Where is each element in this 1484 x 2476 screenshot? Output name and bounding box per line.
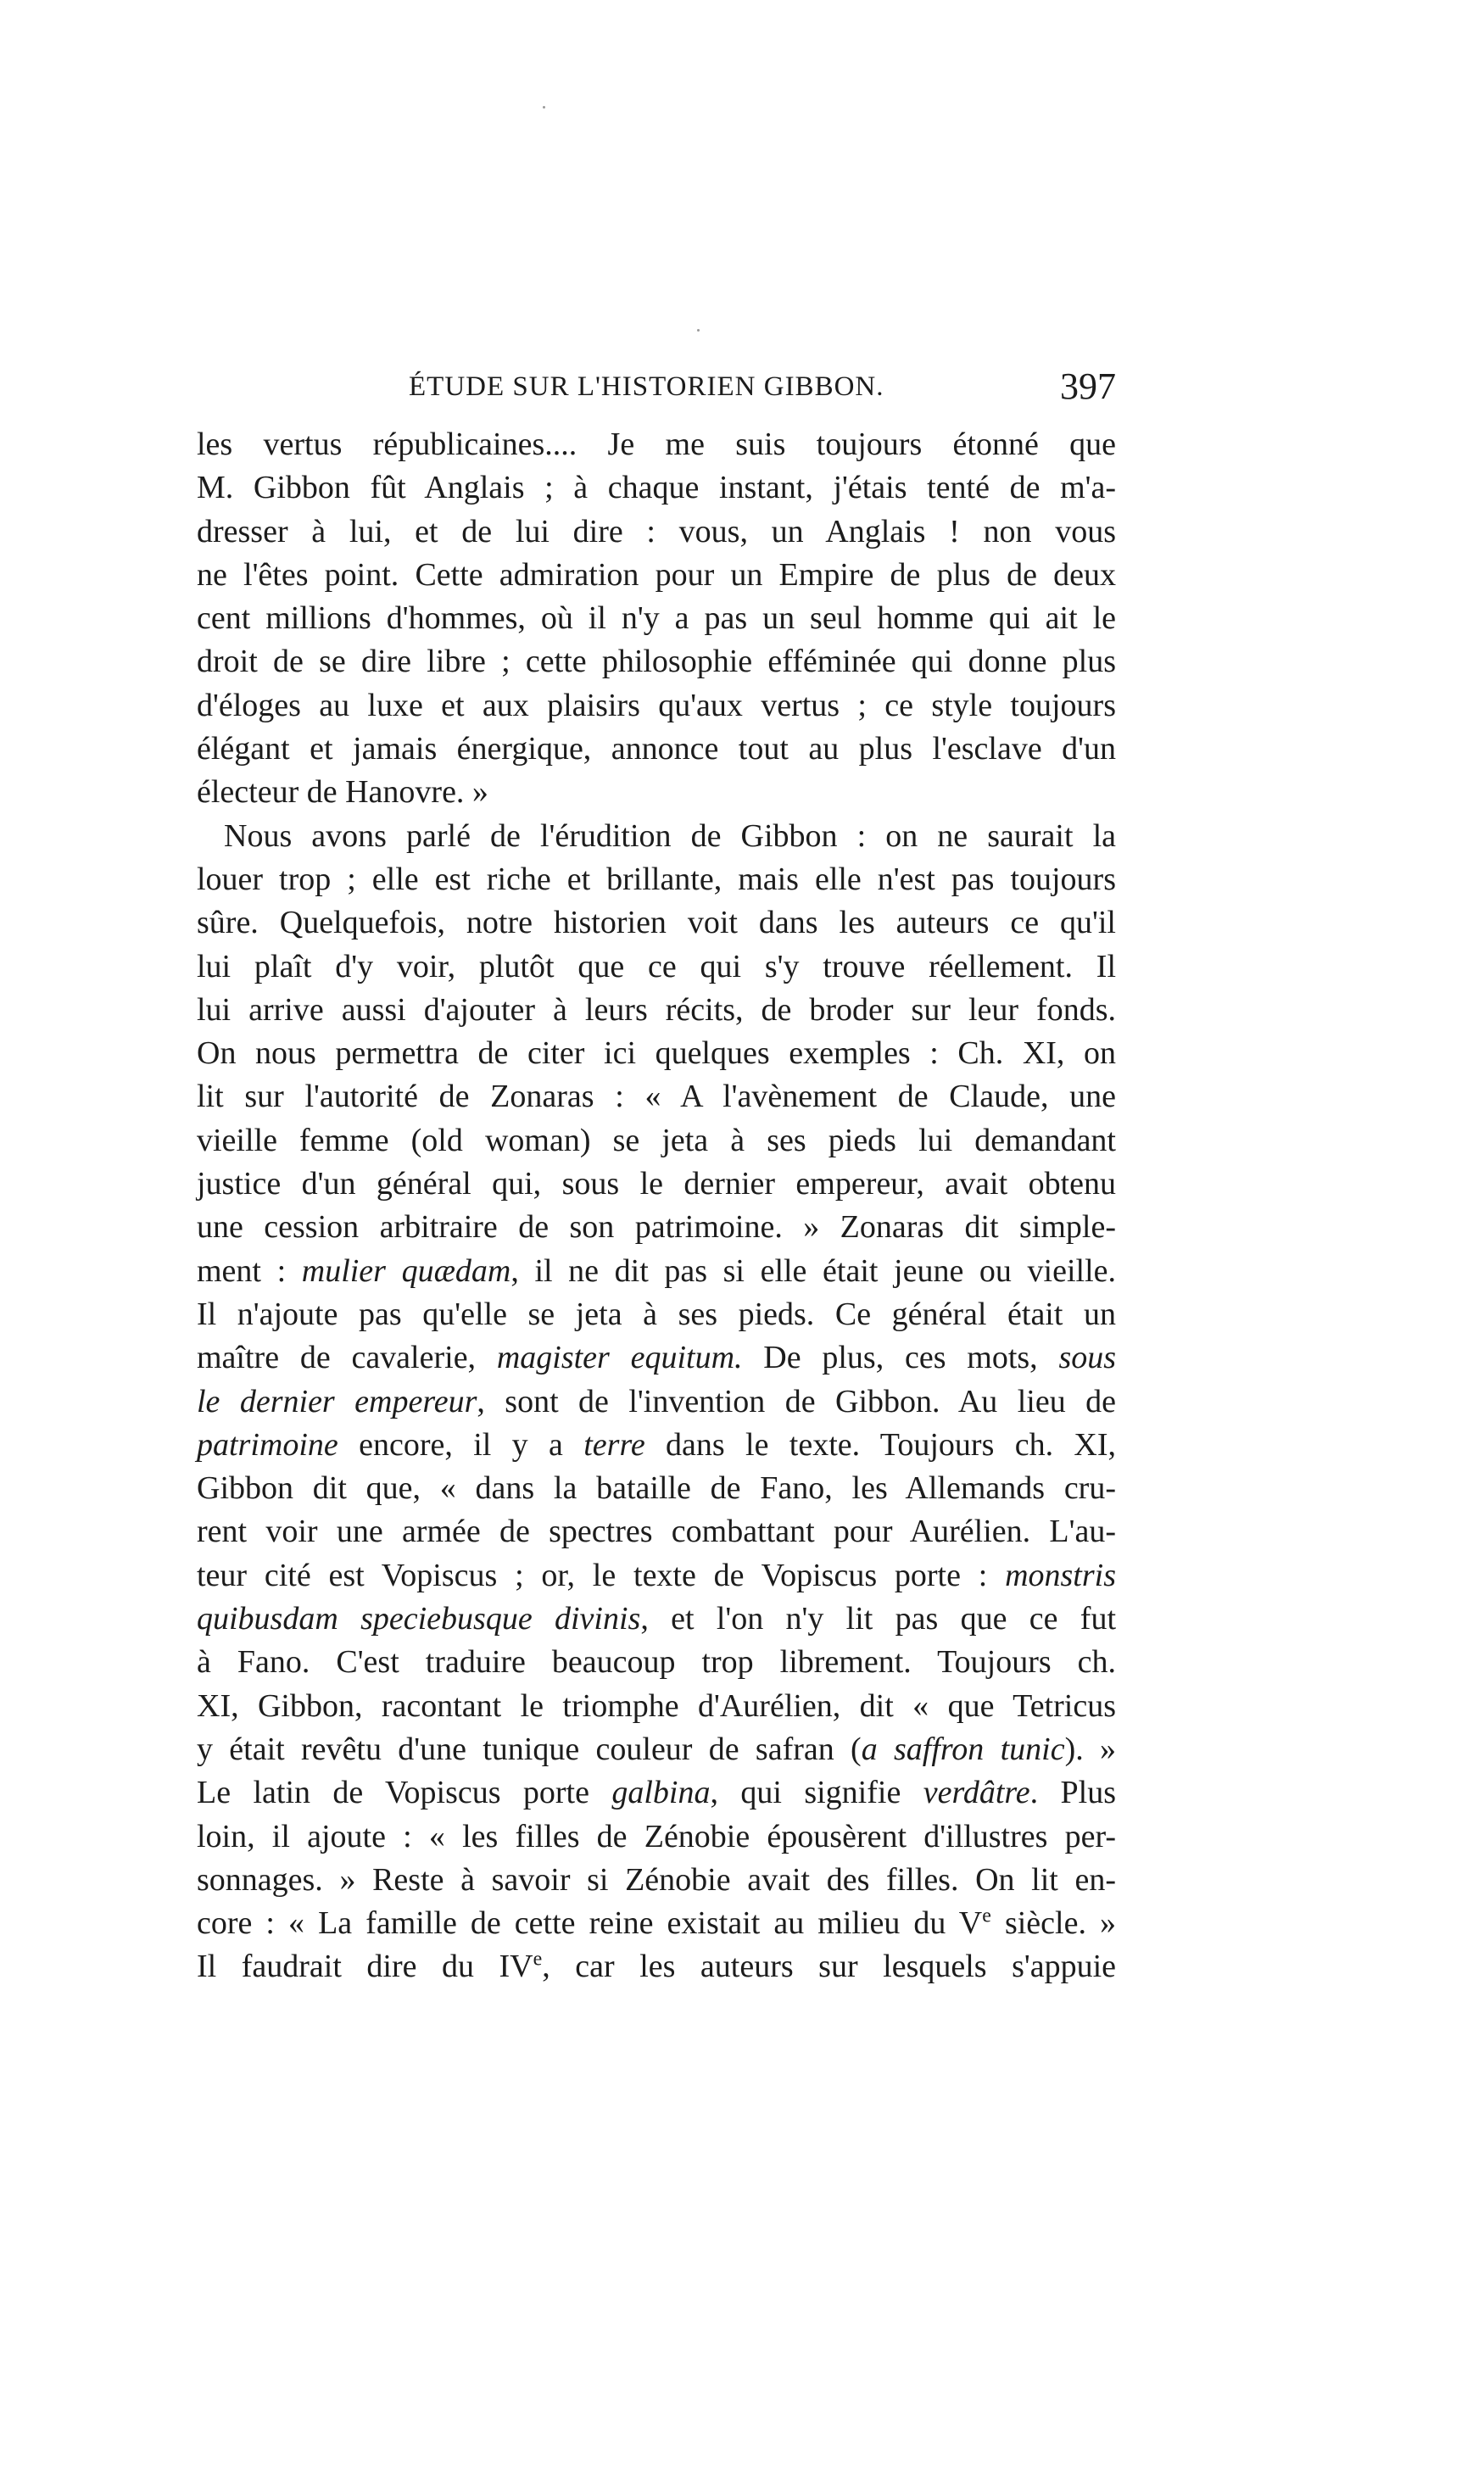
italic-text: magister equitum.	[496, 1340, 743, 1376]
text-segment: d'éloges au luxe et aux plaisirs qu'aux vertus ; ce style toujours	[197, 687, 1116, 723]
text-segment: électeur de Hanovre. »	[197, 774, 488, 811]
text-segment: y était revêtu d'une tunique couleur de safran (	[197, 1731, 862, 1767]
text-segment: Le latin de Vopiscus porte	[197, 1775, 612, 1811]
text-line	[197, 1598, 1116, 1641]
text-segment: . Plus	[1029, 1775, 1117, 1811]
text-segment: Nous avons parlé de l'érudition de Gibbon : on ne saurait la	[224, 817, 1116, 854]
text-segment: ne l'êtes point. Cette admiration pour un Empire de plus de deux	[197, 556, 1116, 593]
text-line	[197, 728, 1116, 771]
text-line	[197, 1075, 1116, 1118]
text-segment: lui plaît d'y voir, plutôt que ce qui s'y trouve réellement. Il	[197, 948, 1116, 984]
text-line	[197, 1163, 1116, 1206]
text-line	[197, 1685, 1116, 1728]
text-segment: à Fano. C'est traduire beaucoup trop librement. Toujours ch.	[197, 1644, 1116, 1681]
text-line	[197, 554, 1116, 597]
text-line	[197, 1859, 1116, 1902]
text-segment: XI, Gibbon, racontant le triomphe d'Aurélien, dit « que Tetricus	[197, 1687, 1116, 1724]
italic-text: monstris	[1005, 1557, 1116, 1593]
text-line	[197, 1771, 1116, 1815]
text-line	[197, 771, 1116, 814]
text-segment: cent millions d'hommes, où il n'y a pas un seul homme qui ait le	[197, 600, 1116, 637]
running-head	[197, 365, 1116, 415]
text-line	[197, 815, 1116, 858]
italic-text: le dernier empereur	[197, 1383, 477, 1419]
italic-text: terre	[583, 1426, 645, 1463]
text-segment: dans le texte. Toujours ch. XI,	[644, 1426, 1117, 1463]
superscript: e	[982, 1904, 991, 1927]
text-line	[197, 466, 1116, 510]
italic-text: quibusdam speciebusque divinis	[197, 1601, 641, 1637]
page-number: 397	[1060, 365, 1116, 407]
body-text	[197, 423, 1116, 1989]
text-line	[197, 1554, 1116, 1598]
text-segment: core : « La famille de cette reine existait au milieu du V	[197, 1905, 983, 1942]
text-segment: , il ne dit pas si elle était jeune ou vieille.	[510, 1252, 1116, 1289]
text-segment: maître de cavalerie,	[197, 1340, 497, 1376]
text-line	[197, 1293, 1116, 1336]
text-segment: vieille femme (old woman) se jeta à ses pieds lui demandant	[197, 1122, 1116, 1158]
text-line	[197, 640, 1116, 683]
italic-text: galbina	[611, 1775, 711, 1811]
text-line	[197, 684, 1116, 728]
text-segment: louer trop ; elle est riche et brillante, mais elle n'est pas toujours	[197, 861, 1116, 897]
text-line	[197, 901, 1116, 945]
text-line	[197, 597, 1116, 640]
text-line	[197, 1336, 1116, 1380]
text-line	[197, 989, 1116, 1032]
text-segment: loin, il ajoute : « les filles de Zénobie épousèrent d'illustres per-	[197, 1818, 1116, 1854]
text-segment: , sont de l'invention de Gibbon. Au lieu de	[477, 1383, 1116, 1419]
paper-speck	[697, 329, 700, 332]
paper-speck	[543, 106, 545, 109]
text-segment: une cession arbitraire de son patrimoine. » Zonaras dit simple-	[197, 1209, 1116, 1246]
running-title: ÉTUDE SUR L'HISTORIEN GIBBON.	[409, 371, 884, 402]
text-segment: Gibbon dit que, « dans la bataille de Fano, les Allemands cru-	[197, 1470, 1116, 1507]
text-segment: teur cité est Vopiscus ; or, le texte de Vopiscus porte :	[197, 1557, 1006, 1593]
text-segment: les vertus républicaines.... Je me suis toujours étonné que	[197, 427, 1116, 462]
text-segment: droit de se dire libre ; cette philosophie efféminée qui donne plus	[197, 644, 1116, 680]
italic-text: mulier quædam	[301, 1252, 511, 1289]
text-segment: encore, il y a	[338, 1426, 584, 1463]
text-segment: , car les auteurs sur lesquels s'appuie	[542, 1949, 1117, 1985]
text-segment: rent voir une armée de spectres combattant pour Aurélien. L'au-	[197, 1514, 1116, 1550]
text-segment: lit sur l'autorité de Zonaras : « A l'avènement de Claude, une	[197, 1079, 1116, 1115]
text-segment: , et l'on n'y lit pas que ce fut	[640, 1601, 1116, 1637]
italic-text: a saffron tunic	[861, 1731, 1065, 1767]
text-line	[197, 510, 1116, 554]
text-line	[197, 1206, 1116, 1249]
text-segment: sonnages. » Reste à savoir si Zénobie avait des filles. On lit en-	[197, 1861, 1116, 1898]
text-line	[197, 858, 1116, 901]
text-line	[197, 1902, 1116, 1945]
text-line	[197, 1945, 1116, 1988]
text-line	[197, 1815, 1116, 1859]
text-segment: ment :	[197, 1252, 302, 1289]
text-line	[197, 1728, 1116, 1771]
text-segment: lui arrive aussi d'ajouter à leurs récits, de broder sur leur fonds.	[197, 991, 1116, 1028]
text-line	[197, 423, 1116, 466]
text-line	[197, 1641, 1116, 1684]
italic-text: sous	[1058, 1340, 1117, 1376]
text-line	[197, 1424, 1116, 1467]
text-line	[197, 1032, 1116, 1075]
text-segment: ). »	[1064, 1731, 1117, 1767]
text-segment: élégant et jamais énergique, annonce tout au plus l'esclave d'un	[197, 731, 1116, 767]
italic-text: patrimoine	[197, 1426, 338, 1463]
superscript: e	[533, 1948, 543, 1971]
text-segment: , qui signifie	[710, 1775, 923, 1811]
text-segment: dresser à lui, et de lui dire : vous, un Anglais ! non vous	[197, 513, 1116, 549]
text-line	[197, 1119, 1116, 1163]
text-line	[197, 1467, 1116, 1510]
text-line	[197, 945, 1116, 989]
text-line	[197, 1380, 1116, 1424]
text-segment: siècle. »	[990, 1905, 1116, 1942]
text-segment: M. Gibbon fût Anglais ; à chaque instant, j'étais tenté de m'a-	[197, 470, 1116, 506]
italic-text: verdâtre	[923, 1775, 1030, 1811]
text-segment: justice d'un général qui, sous le dernier empereur, avait obtenu	[197, 1166, 1116, 1202]
text-segment: On nous permettra de citer ici quelques exemples : Ch. XI, on	[197, 1035, 1116, 1072]
text-segment: Il n'ajoute pas qu'elle se jeta à ses pieds. Ce général était un	[197, 1296, 1116, 1332]
text-segment: De plus, ces mots,	[742, 1340, 1059, 1376]
text-line	[197, 1510, 1116, 1553]
text-segment: Il faudrait dire du IV	[197, 1949, 533, 1985]
text-line	[197, 1250, 1116, 1293]
text-segment: sûre. Quelquefois, notre historien voit dans les auteurs ce qu'il	[197, 905, 1116, 941]
